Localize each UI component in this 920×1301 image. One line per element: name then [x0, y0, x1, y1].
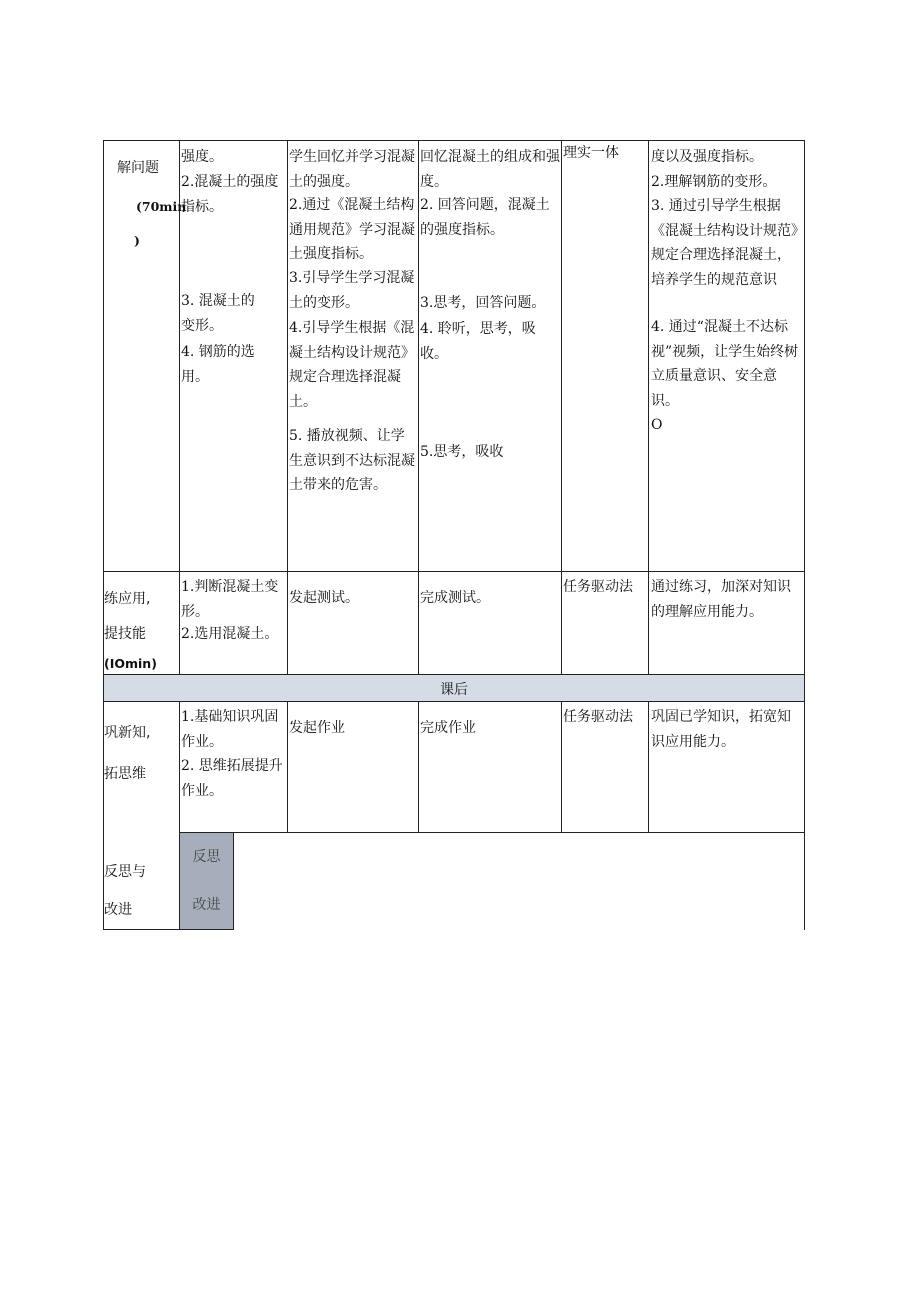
student-item: 2. 回答问题，混凝土的强度指标。	[420, 197, 550, 238]
stage-cell	[104, 572, 179, 674]
reflect-cell[interactable]: 反思	[180, 833, 233, 881]
goal-item: 巩固已学知识，拓宽知识应用能力。	[651, 709, 791, 750]
stage-duration: (70min	[136, 199, 187, 214]
student-item: 3.思考，回答问题。	[420, 295, 546, 311]
stage-label: 解问题	[117, 160, 159, 176]
stage-label: 提技能	[104, 626, 146, 642]
student-item: 回忆混凝土的组成和强度。	[420, 149, 560, 190]
content-item: 1.基础知识巩固作业。	[181, 709, 279, 750]
reflection-label-cell	[104, 833, 179, 929]
method-cell	[562, 702, 648, 832]
teacher-activity-cell	[288, 572, 418, 674]
teacher-item: 5. 播放视频、让学生意识到不达标混凝土带来的危害。	[289, 428, 415, 493]
teacher-activity-cell	[288, 702, 418, 832]
improve-cell[interactable]: 改进	[180, 881, 233, 929]
student-activity-cell	[419, 572, 561, 674]
content-cell	[180, 141, 287, 571]
method-text: 任务驱动法	[563, 579, 633, 595]
goal-item: 通过练习，加深对知识的理解应用能力。	[651, 579, 791, 620]
teacher-item: 4.引导学生根据《混凝土结构设计规范》规定合理选择混凝土。	[289, 320, 415, 410]
content-item: 2.混凝土的强度指标。	[181, 174, 279, 215]
method-cell	[562, 141, 648, 571]
goal-cell	[649, 141, 804, 571]
goal-item: O	[651, 417, 663, 433]
student-item: 完成测试。	[420, 590, 490, 606]
goal-item: 4. 通过“混凝土不达标视”视频，让学生始终树立质量意识、安全意识。	[651, 319, 799, 409]
content-item: 3. 混凝土的变形。	[181, 293, 255, 334]
reflection-label: 反思与	[104, 864, 146, 880]
stage-cell	[104, 141, 187, 571]
content-item: 1.判断混凝土变形。	[181, 579, 279, 620]
content-item: 2.选用混凝土。	[181, 626, 279, 642]
content-item: 4. 钢筋的选用。	[181, 344, 255, 385]
teacher-item: 2.通过《混凝土结构通用规范》学习混凝土强度指标。	[289, 197, 415, 262]
table-border-bottom	[103, 929, 234, 930]
stage-label: 拓思维	[104, 766, 146, 782]
student-item: 5.思考，吸收	[420, 444, 504, 460]
reflection-label: 改进	[104, 902, 132, 918]
teacher-item: 发起作业	[289, 720, 345, 736]
student-activity-cell	[419, 141, 561, 571]
column-divider	[233, 833, 234, 930]
content-item: 强度。	[181, 149, 223, 165]
teacher-item: 学生回忆并学习混凝土的强度。	[289, 149, 415, 190]
table-row-divider	[180, 832, 805, 833]
teacher-item: 3.引导学生学习混凝土的变形。	[289, 270, 415, 311]
student-item: 完成作业	[420, 720, 476, 736]
goal-cell	[649, 702, 804, 832]
student-activity-cell	[419, 702, 561, 832]
content-cell	[180, 572, 287, 674]
teacher-item: 发起测试。	[289, 590, 359, 606]
stage-duration: (IOmin)	[104, 656, 157, 671]
after-class-band	[104, 675, 804, 701]
after-class-header: 课后	[440, 682, 468, 698]
method-cell	[562, 572, 648, 674]
stage-label: 巩新知,	[104, 725, 151, 741]
goal-item: 3. 通过引导学生根据《混凝土结构设计规范》规定合理选择混凝土，培养学生的规范意识	[651, 198, 798, 288]
content-cell	[180, 702, 287, 832]
stage-label: 练应用,	[104, 591, 151, 607]
teacher-activity-cell	[288, 141, 418, 571]
student-item: 4. 聆听，思考，吸收。	[420, 321, 536, 362]
method-text: 任务驱动法	[563, 709, 633, 725]
method-text: 理实一体	[563, 145, 619, 161]
table-border-right	[804, 140, 805, 930]
stage-duration-close: )	[134, 233, 140, 248]
goal-item: 度以及强度指标。	[651, 149, 763, 165]
stage-cell	[104, 702, 179, 832]
goal-cell	[649, 572, 804, 674]
goal-item: 2.理解钢筋的变形。	[651, 174, 777, 190]
content-item: 2. 思维拓展提升作业。	[181, 758, 283, 799]
